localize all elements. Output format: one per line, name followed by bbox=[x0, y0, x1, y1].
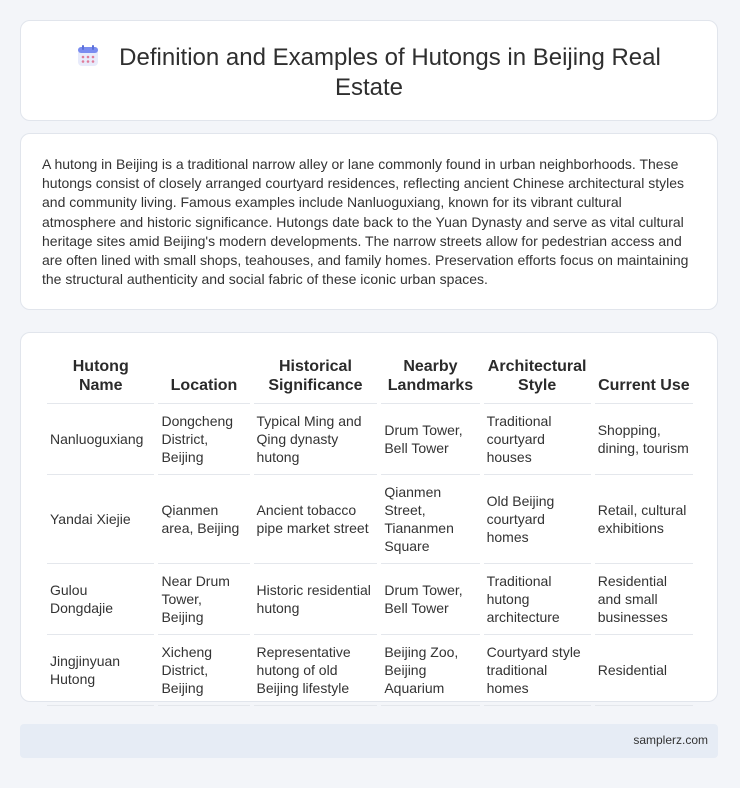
table-cell: Traditional hutong architecture bbox=[484, 563, 591, 634]
table-cell: Qianmen area, Beijing bbox=[158, 474, 249, 563]
page-title: Definition and Examples of Hutongs in Beijing Real Estate bbox=[119, 44, 661, 101]
table-cell: Residential and small businesses bbox=[595, 563, 693, 634]
table-cell: Xicheng District, Beijing bbox=[158, 634, 249, 706]
table-cell: Historic residential hutong bbox=[254, 563, 378, 634]
calendar-icon bbox=[77, 45, 99, 67]
table-cell: Qianmen Street, Tiananmen Square bbox=[381, 474, 479, 563]
table-cell: Beijing Zoo, Beijing Aquarium bbox=[381, 634, 479, 706]
title-card bbox=[20, 20, 718, 121]
table-cell: Gulou Dongdajie bbox=[47, 563, 154, 634]
table-cell: Drum Tower, Bell Tower bbox=[381, 563, 479, 634]
table-cell: Near Drum Tower, Beijing bbox=[158, 563, 249, 634]
column-header: Architectural Style bbox=[487, 358, 587, 394]
table-cell: Typical Ming and Qing dynasty hutong bbox=[254, 403, 378, 474]
hutong-table bbox=[43, 353, 697, 706]
table-row bbox=[47, 634, 693, 706]
column-header: Current Use bbox=[598, 377, 690, 394]
table-row bbox=[47, 474, 693, 563]
table-header-row bbox=[47, 353, 693, 403]
page-title-wrap bbox=[61, 43, 677, 103]
column-header: Hutong Name bbox=[72, 358, 129, 394]
footer-site-link[interactable]: samplerz.com bbox=[633, 733, 708, 747]
table-card bbox=[20, 332, 718, 702]
column-header: Location bbox=[170, 377, 238, 394]
table-row bbox=[47, 403, 693, 474]
table-cell: Yandai Xiejie bbox=[47, 474, 154, 563]
intro-paragraph: A hutong in Beijing is a traditional narrow alley or lane commonly found in urban neighborhoods. These hutongs consist of closely arranged courtyard residences, reflecting ancient Chinese architectural styles and community living. Famous examples include Nanluoguxiang, known for its vibrant cultural atmosphere and historic significance. Hutongs date back to the Yuan Dynasty and serve as vital cultural heritage sites amid Beijing's modern developments. The narrow streets allow for pedestrian access and are often lined with small shops, teahouses, and family homes. Preservation efforts focus on maintaining the structural authenticity and social fabric of these iconic urban spaces. bbox=[42, 156, 689, 288]
column-header: Historical Significance bbox=[268, 358, 363, 394]
intro-card bbox=[20, 133, 718, 310]
table-cell: Retail, cultural exhibitions bbox=[595, 474, 693, 563]
table-cell: Old Beijing courtyard homes bbox=[484, 474, 591, 563]
table-cell: Residential bbox=[595, 634, 693, 706]
table-cell: Representative hutong of old Beijing lifestyle bbox=[254, 634, 378, 706]
table-row bbox=[47, 563, 693, 634]
table-cell: Courtyard style traditional homes bbox=[484, 634, 591, 706]
table-cell: Shopping, dining, tourism bbox=[595, 403, 693, 474]
footer-bar bbox=[20, 724, 718, 758]
table-cell: Traditional courtyard houses bbox=[484, 403, 591, 474]
table-cell: Dongcheng District, Beijing bbox=[158, 403, 249, 474]
column-header: Nearby Landmarks bbox=[387, 358, 474, 394]
table-cell: Drum Tower, Bell Tower bbox=[381, 403, 479, 474]
table-cell: Ancient tobacco pipe market street bbox=[254, 474, 378, 563]
table-cell: Nanluoguxiang bbox=[47, 403, 154, 474]
table-cell: Jingjinyuan Hutong bbox=[47, 634, 154, 706]
